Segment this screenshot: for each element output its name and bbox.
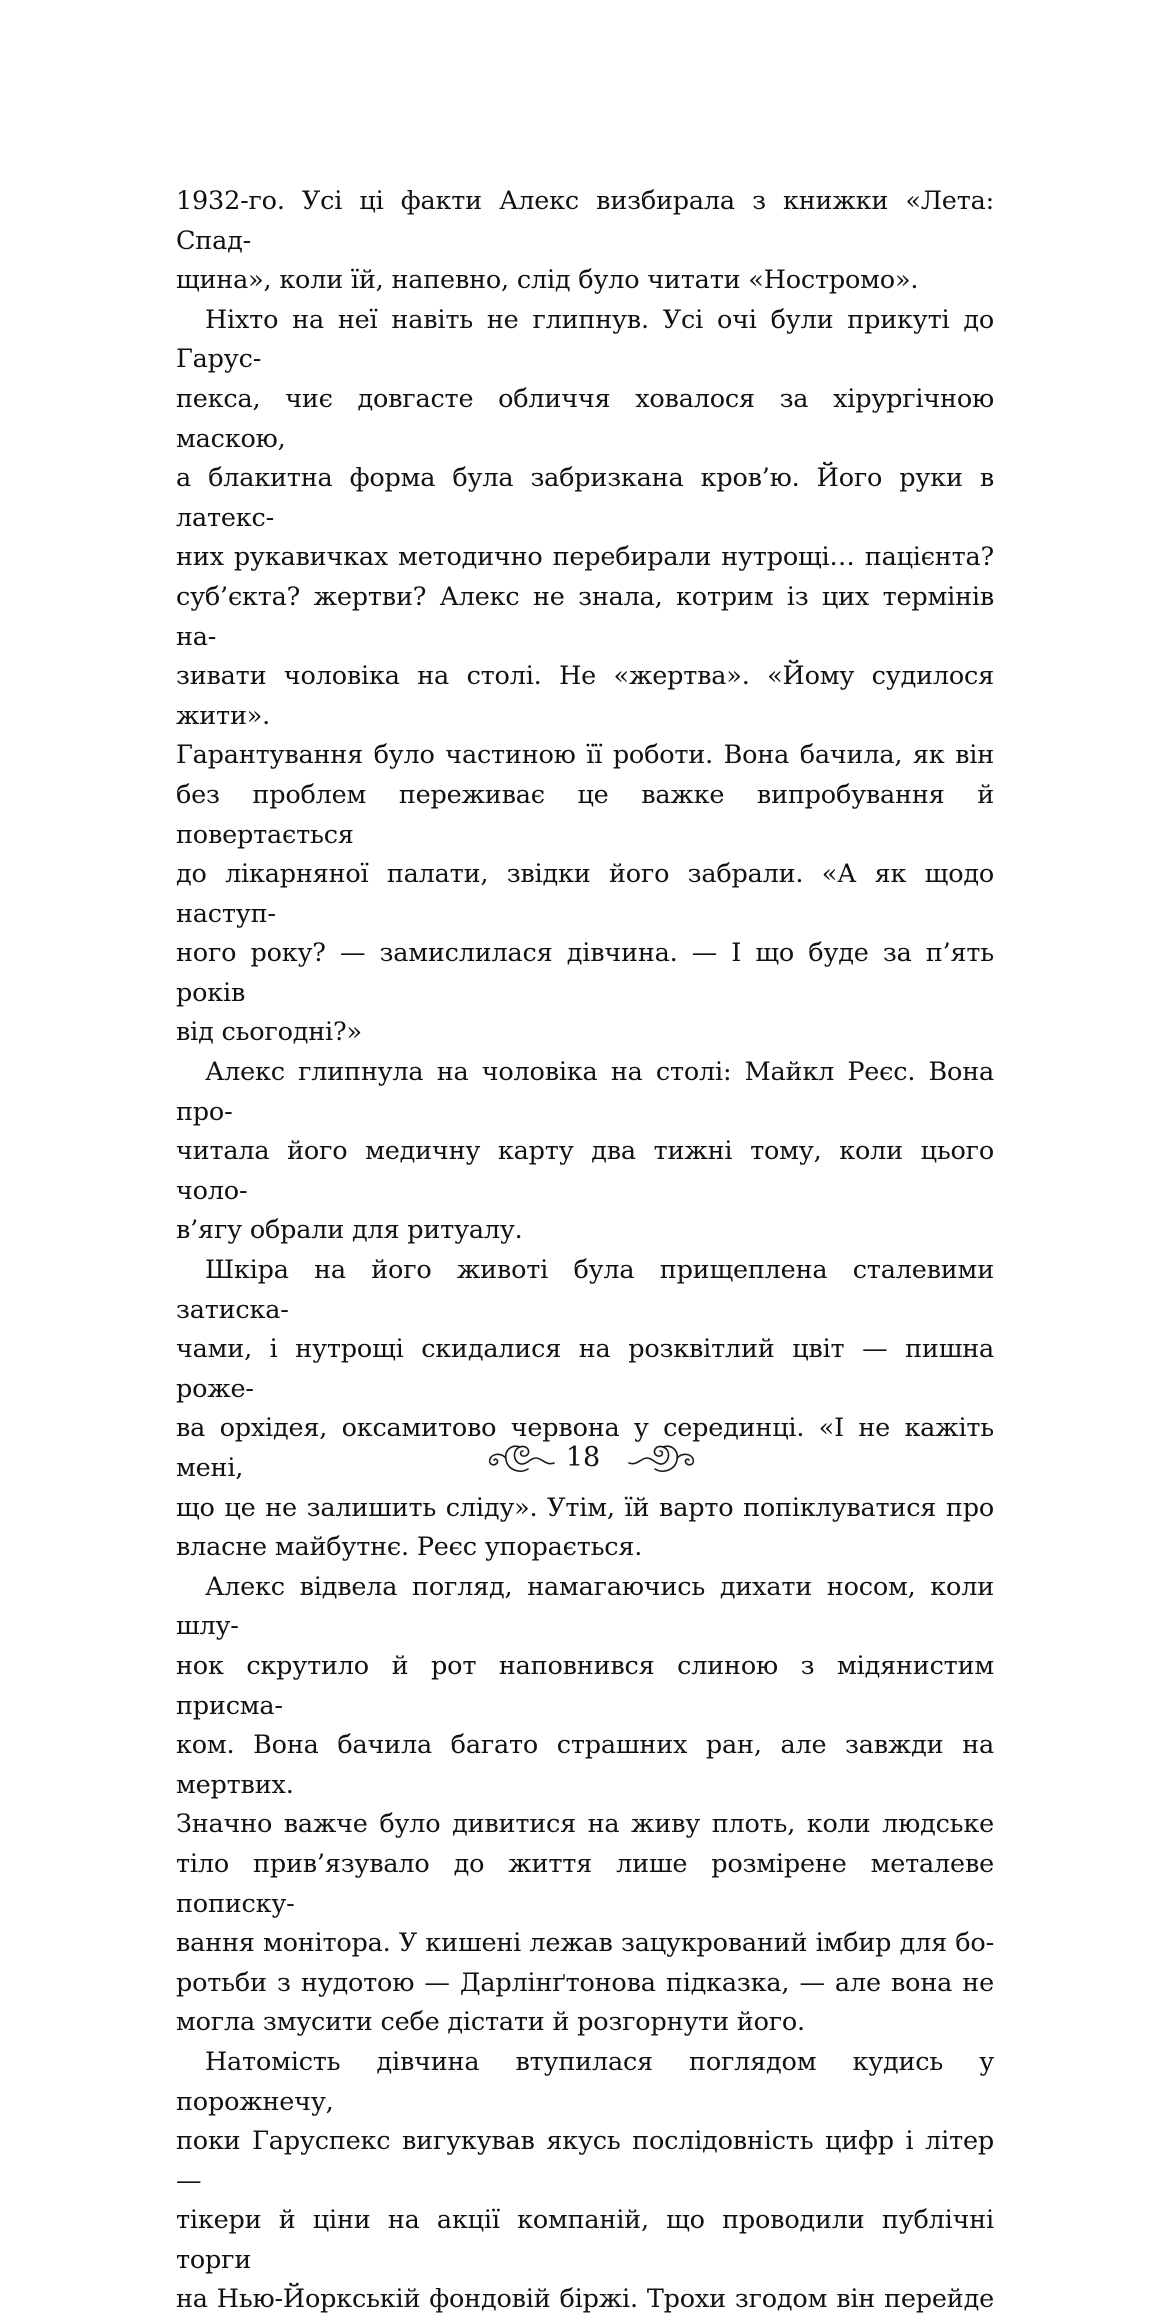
text-line: пекса, чиє довгасте обличчя ховалося за хірургічною маскою, <box>176 383 994 454</box>
text-line: до лікарняної палати, звідки його забрали. «А як щодо наступ- <box>176 859 994 929</box>
text-line: а блакитна форма була забризкана кров’ю. Його руки в латекс- <box>176 463 994 533</box>
text-line: ва орхідея, оксамитово червона у серединці. «І не кажіть мені, <box>176 1413 994 1483</box>
swirl-ornament-left-icon <box>484 1436 556 1482</box>
text-line: 1932-го. Усі ці факти Алекс визбирала з книжки «Лета: Спад- <box>176 186 994 256</box>
text-line: Алекс відвела погляд, намагаючись дихати носом, коли шлу- <box>176 1571 994 1642</box>
text-line: нок скрутило й рот наповнився слиною з мідянистим присма- <box>176 1650 994 1721</box>
text-line: Гарантування було частиною її роботи. Вона бачила, як він <box>176 740 994 771</box>
text-line: щина», коли їй, напевно, слід було читати «Ностромо». <box>176 265 919 296</box>
body-text <box>176 182 994 2320</box>
text-line: могла змусити себе дістати й розгорнути його. <box>176 2007 805 2038</box>
text-line: суб’єкта? жертви? Алекс не знала, котрим із цих термінів на- <box>176 581 994 652</box>
text-line: Значно важче було дивитися на живу плоть, коли людське <box>176 1809 994 1840</box>
text-line: чами, і нутрощі скидалися на розквітлий цвіт — пишна роже- <box>176 1334 994 1404</box>
page-footer <box>0 1432 1165 1492</box>
swirl-ornament-right-icon <box>627 1436 699 1482</box>
text-line: на Нью-Йоркській фондовій біржі. Трохи згодом він перейде <box>176 2284 994 2315</box>
text-line: ротьби з нудотою — Дарлінґтонова підказка, — але вона не <box>176 1967 994 1998</box>
text-line: від сьогодні?» <box>176 1017 362 1048</box>
text-line: власне майбутнє. Реєс упорається. <box>176 1532 643 1563</box>
text-line: зивати чоловіка на столі. Не «жертва». «Йому судилося жити». <box>176 661 994 731</box>
text-line: них рукавичках методично перебирали нутрощі… пацієнта? <box>176 542 994 573</box>
text-line: ного року? — замислилася дівчина. — І що буде за п’ять років <box>176 938 994 1008</box>
text-line: ком. Вона бачила багато страшних ран, але завжди на мертвих. <box>176 1730 994 1800</box>
text-line: Натомість дівчина втупилася поглядом кудись у порожнечу, <box>176 2046 994 2117</box>
page-number: 18 <box>565 1442 601 1473</box>
text-line: без проблем переживає це важке випробування й повертається <box>176 779 994 850</box>
text-line: читала його медичну карту два тижні тому, коли цього чоло- <box>176 1136 994 1206</box>
text-line: поки Гаруспекс вигукував якусь послідовність цифр і літер — <box>176 2126 994 2196</box>
text-line: в’ягу обрали для ритуалу. <box>176 1215 523 1246</box>
text-line: вання монітора. У кишені лежав зацукрований імбир для бо- <box>176 1928 994 1959</box>
text-line: тікери й ціни на акції компаній, що проводили публічні торги <box>176 2205 994 2275</box>
text-line: Ніхто на неї навіть не глипнув. Усі очі були прикуті до Гарус- <box>176 304 994 375</box>
text-line: тіло прив’язувало до життя лише розмірене металеве пописку- <box>176 1848 994 1919</box>
text-line: Алекс глипнула на чоловіка на столі: Майкл Реєс. Вона про- <box>176 1057 994 1127</box>
text-line: Шкіра на його животі була прищеплена сталевими затиска- <box>176 1255 994 1325</box>
text-line: що це не залишить сліду». Утім, їй варто попіклуватися про <box>176 1492 994 1523</box>
